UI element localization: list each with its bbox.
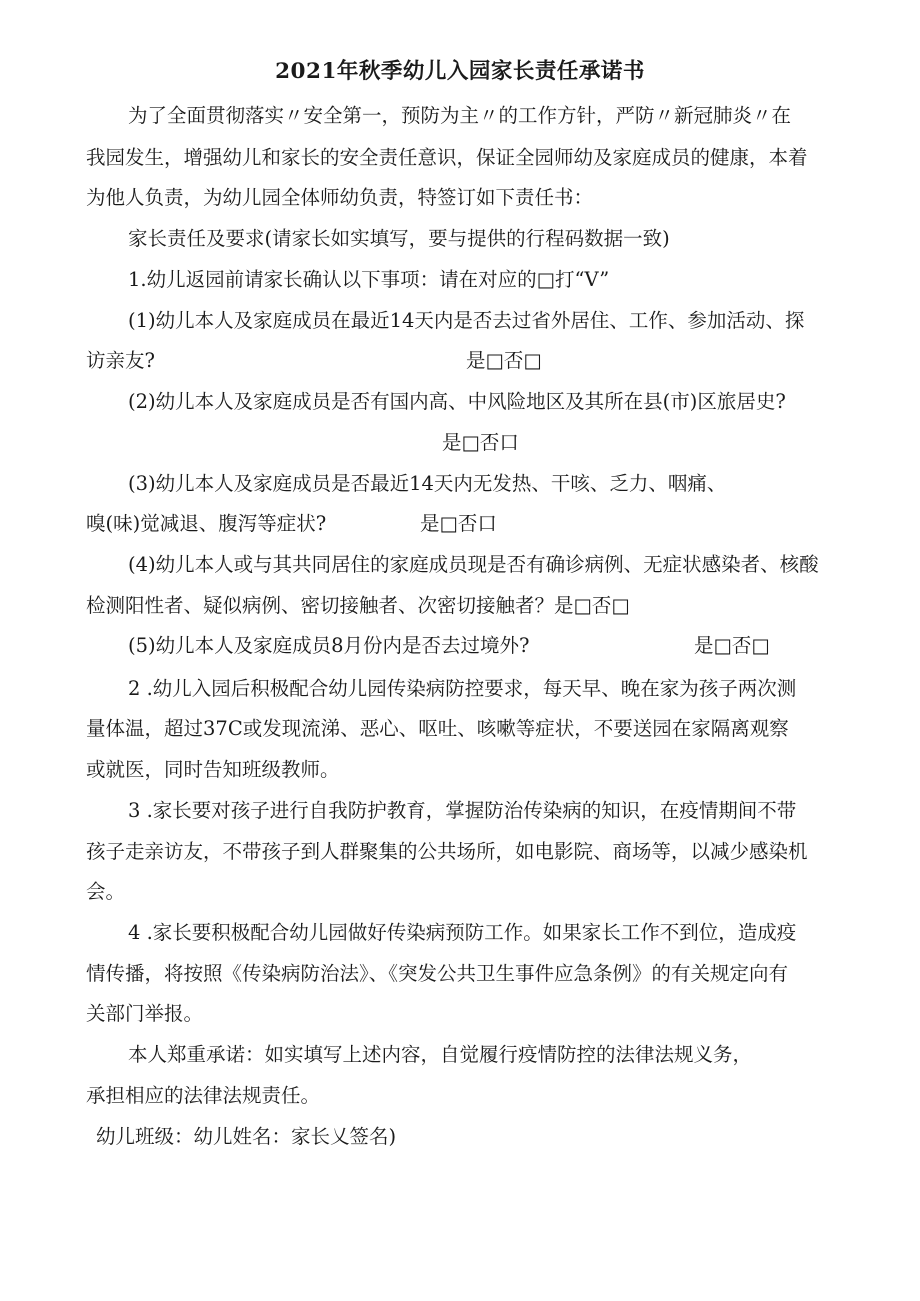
q1-options[interactable]: 是□否□	[466, 349, 542, 372]
q3-line-2: 嗅(味)觉减退、腹泻等症状?	[86, 512, 327, 535]
item4-line-3: 关部门举报。	[86, 1002, 204, 1025]
intro-line-3: 为他人负责，为幼儿园全体师幼负责，特签订如下责任书：	[86, 186, 594, 209]
q1-line-1: (1)幼儿本人及家庭成员在最近14天内是否去过省外居住、工作、参加活动、探	[128, 309, 805, 332]
signature-line[interactable]: 幼儿班级：幼儿姓名：家长乂签名)	[96, 1125, 397, 1148]
item2-line-2: 量体温，超过37C或发现流涕、恶心、呕吐、咳嗽等症状，不要送园在家隔离观察	[86, 717, 789, 740]
section-heading: 家长责任及要求(请家长如实填写，要与提供的行程码数据一致)	[128, 227, 670, 250]
q3-line-1: (3)幼儿本人及家庭成员是否最近14天内无发热、干咳、乏力、咽痛、	[128, 472, 727, 495]
item4-line-1: 4 .家长要积极配合幼儿园做好传染病预防工作。如果家长工作不到位，造成疫	[128, 921, 797, 944]
q4-line-1: (4)幼儿本人或与其共同居住的家庭成员现是否有确诊病例、无症状感染者、核酸	[128, 553, 819, 576]
q4-line-2: 检测阳性者、疑似病例、密切接触者、次密切接触者？是□否□	[86, 594, 630, 617]
q3-options[interactable]: 是□否口	[420, 512, 497, 535]
item1-heading: 1.幼儿返园前请家长确认以下事项：请在对应的□打“V”	[128, 268, 610, 291]
pledge-line-1: 本人郑重承诺：如实填写上述内容，自觉履行疫情防控的法律法规义务，	[128, 1043, 753, 1066]
q5-options[interactable]: 是□否□	[694, 634, 770, 657]
intro-line-2: 我园发生，增强幼儿和家长的安全责任意识，保证全园师幼及家庭成员的健康，本着	[86, 146, 808, 169]
item3-line-3: 会。	[86, 880, 126, 903]
item3-line-1: 3 .家长要对孩子进行自我防护教育，掌握防治传染病的知识，在疫情期间不带	[128, 799, 797, 822]
item3-line-2: 孩子走亲访友，不带孩子到人群聚集的公共场所，如电影院、商场等，以减少感染机	[86, 840, 808, 863]
q5-line-1: (5)幼儿本人及家庭成员8月份内是否去过境外?	[128, 634, 530, 657]
item2-line-3: 或就医，同时告知班级教师。	[86, 758, 340, 781]
q2-options[interactable]: 是□否口	[442, 431, 519, 454]
intro-line-1: 为了全面贯彻落实〃安全第一，预防为主〃的工作方针，严防〃新冠肺炎〃在	[128, 104, 792, 127]
pledge-line-2: 承担相应的法律法规责任。	[86, 1084, 321, 1107]
q1-line-2: 访亲友?	[86, 349, 155, 372]
item2-line-1: 2 .幼儿入园后积极配合幼儿园传染病防控要求，每天早、晚在家为孩子两次测	[128, 677, 797, 700]
item4-line-2: 情传播，将按照《传染病防治法》、《突发公共卫生事件应急条例》的有关规定向有	[86, 962, 789, 985]
document-title: 2021年秋季幼儿入园家长责任承诺书	[275, 59, 645, 84]
q2-line-1: (2)幼儿本人及家庭成员是否有国内高、中风险地区及其所在县(市)区旅居史?	[128, 390, 786, 413]
